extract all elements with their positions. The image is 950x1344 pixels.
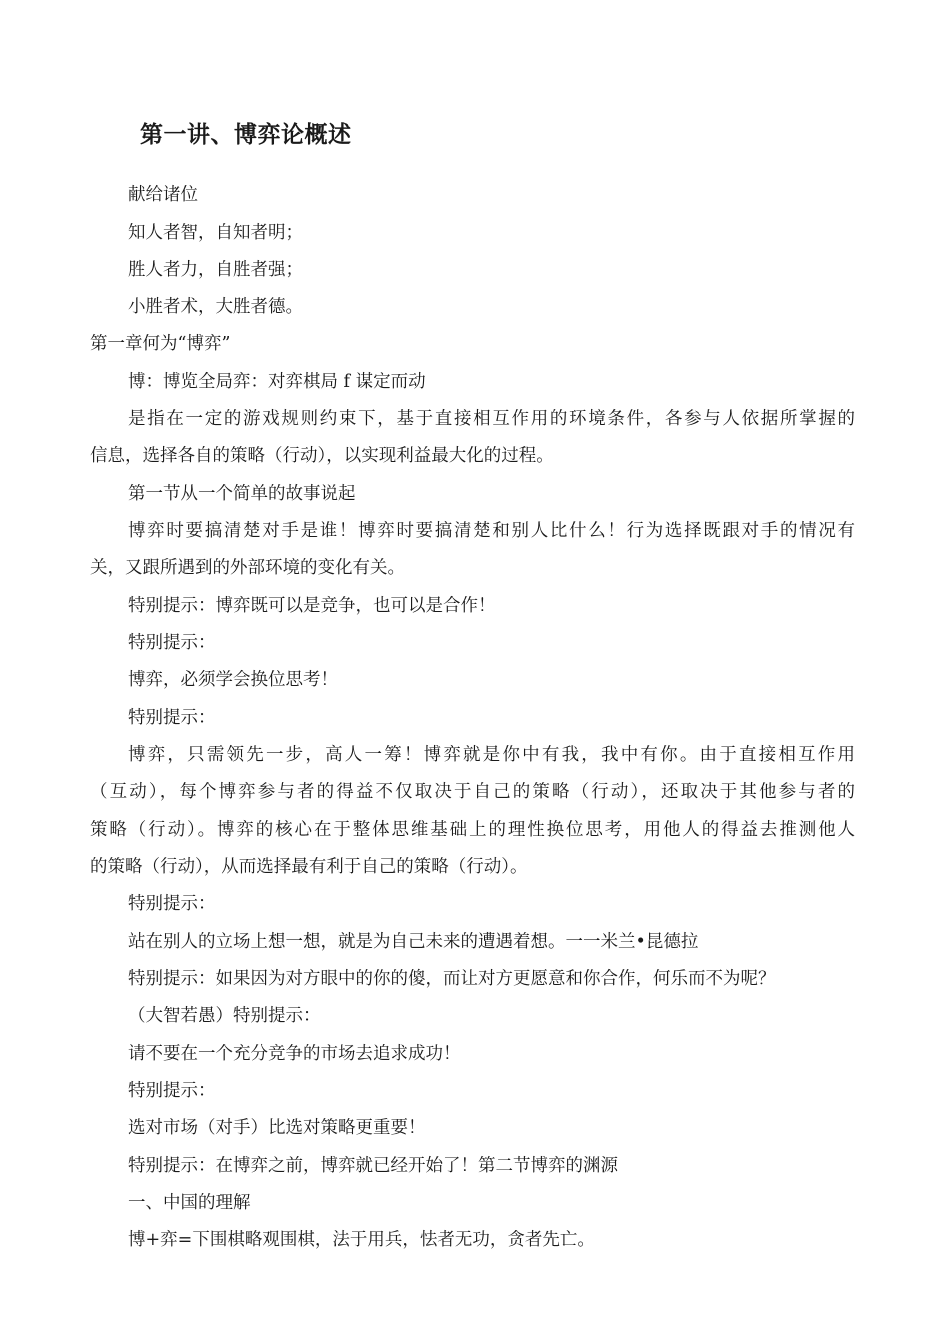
verse-line-1: 知人者智，自知者明； (128, 223, 303, 243)
subsection-heading: 一、中国的理解 (128, 1193, 251, 1213)
tip-line: （大智若愚）特别提示： (128, 1006, 321, 1026)
paragraph-line: 是指在一定的游戏规则约束下，基于直接相互作用的环境条件，各参与人依据所掌握的 (128, 409, 855, 429)
tip-line: 特别提示： (128, 633, 216, 653)
paragraph-line: 的策略（行动），从而选择最有利于自己的策略（行动）。 (90, 857, 528, 877)
paragraph-line: （互动），每个博弈参与者的得益不仅取决于自己的策略（行动），还取决于其他参与者的 (90, 782, 855, 802)
paragraph-line: 博弈，必须学会换位思考！ (128, 670, 338, 690)
paragraph-line: 博弈，只需领先一步，高人一筹！博弈就是你中有我，我中有你。由于直接相互作用 (128, 745, 855, 765)
paragraph-line: 关，又跟所遇到的外部环境的变化有关。 (90, 558, 405, 578)
quote-line: 站在别人的立场上想一想，就是为自己未来的遭遇着想。一一米兰•昆德拉 (128, 932, 699, 952)
tip-line: 特别提示：如果因为对方眼中的你的傻，而让对方更愿意和你合作，何乐而不为呢？ (128, 969, 776, 989)
paragraph-line: 请不要在一个充分竞争的市场去追求成功！ (128, 1044, 461, 1064)
paragraph-line: 选对市场（对手）比选对策略更重要！ (128, 1118, 426, 1138)
paragraph-line: 信息，选择各自的策略（行动），以实现利益最大化的过程。 (90, 446, 554, 466)
verse-line-3: 小胜者术，大胜者德。 (128, 297, 303, 317)
verse-line-2: 胜人者力，自胜者强； (128, 260, 303, 280)
tip-line: 特别提示：在博弈之前，博弈就已经开始了！第二节博弈的渊源 (128, 1156, 618, 1176)
dedication-heading: 献给诸位 (128, 185, 198, 205)
section-heading: 第一节从一个简单的故事说起 (128, 484, 356, 504)
paragraph-line: 博+弈=下围棋略观围棋，法于用兵，怯者无功，贪者先亡。 (128, 1230, 595, 1250)
page-title: 第一讲、博弈论概述 (140, 122, 352, 148)
chapter-heading: 第一章何为“博弈” (90, 334, 231, 354)
paragraph-line: 博：博览全局弈：对弈棋局 f 谋定而动 (128, 372, 426, 392)
tip-line: 特别提示：博弈既可以是竞争，也可以是合作！ (128, 596, 496, 616)
tip-line: 特别提示： (128, 708, 216, 728)
tip-line: 特别提示： (128, 894, 216, 914)
tip-line: 特别提示： (128, 1081, 216, 1101)
paragraph-line: 策略（行动）。博弈的核心在于整体思维基础上的理性换位思考，用他人的得益去推测他人 (90, 820, 855, 840)
paragraph-line: 博弈时要搞清楚对手是谁！博弈时要搞清楚和别人比什么！行为选择既跟对手的情况有 (128, 521, 855, 541)
